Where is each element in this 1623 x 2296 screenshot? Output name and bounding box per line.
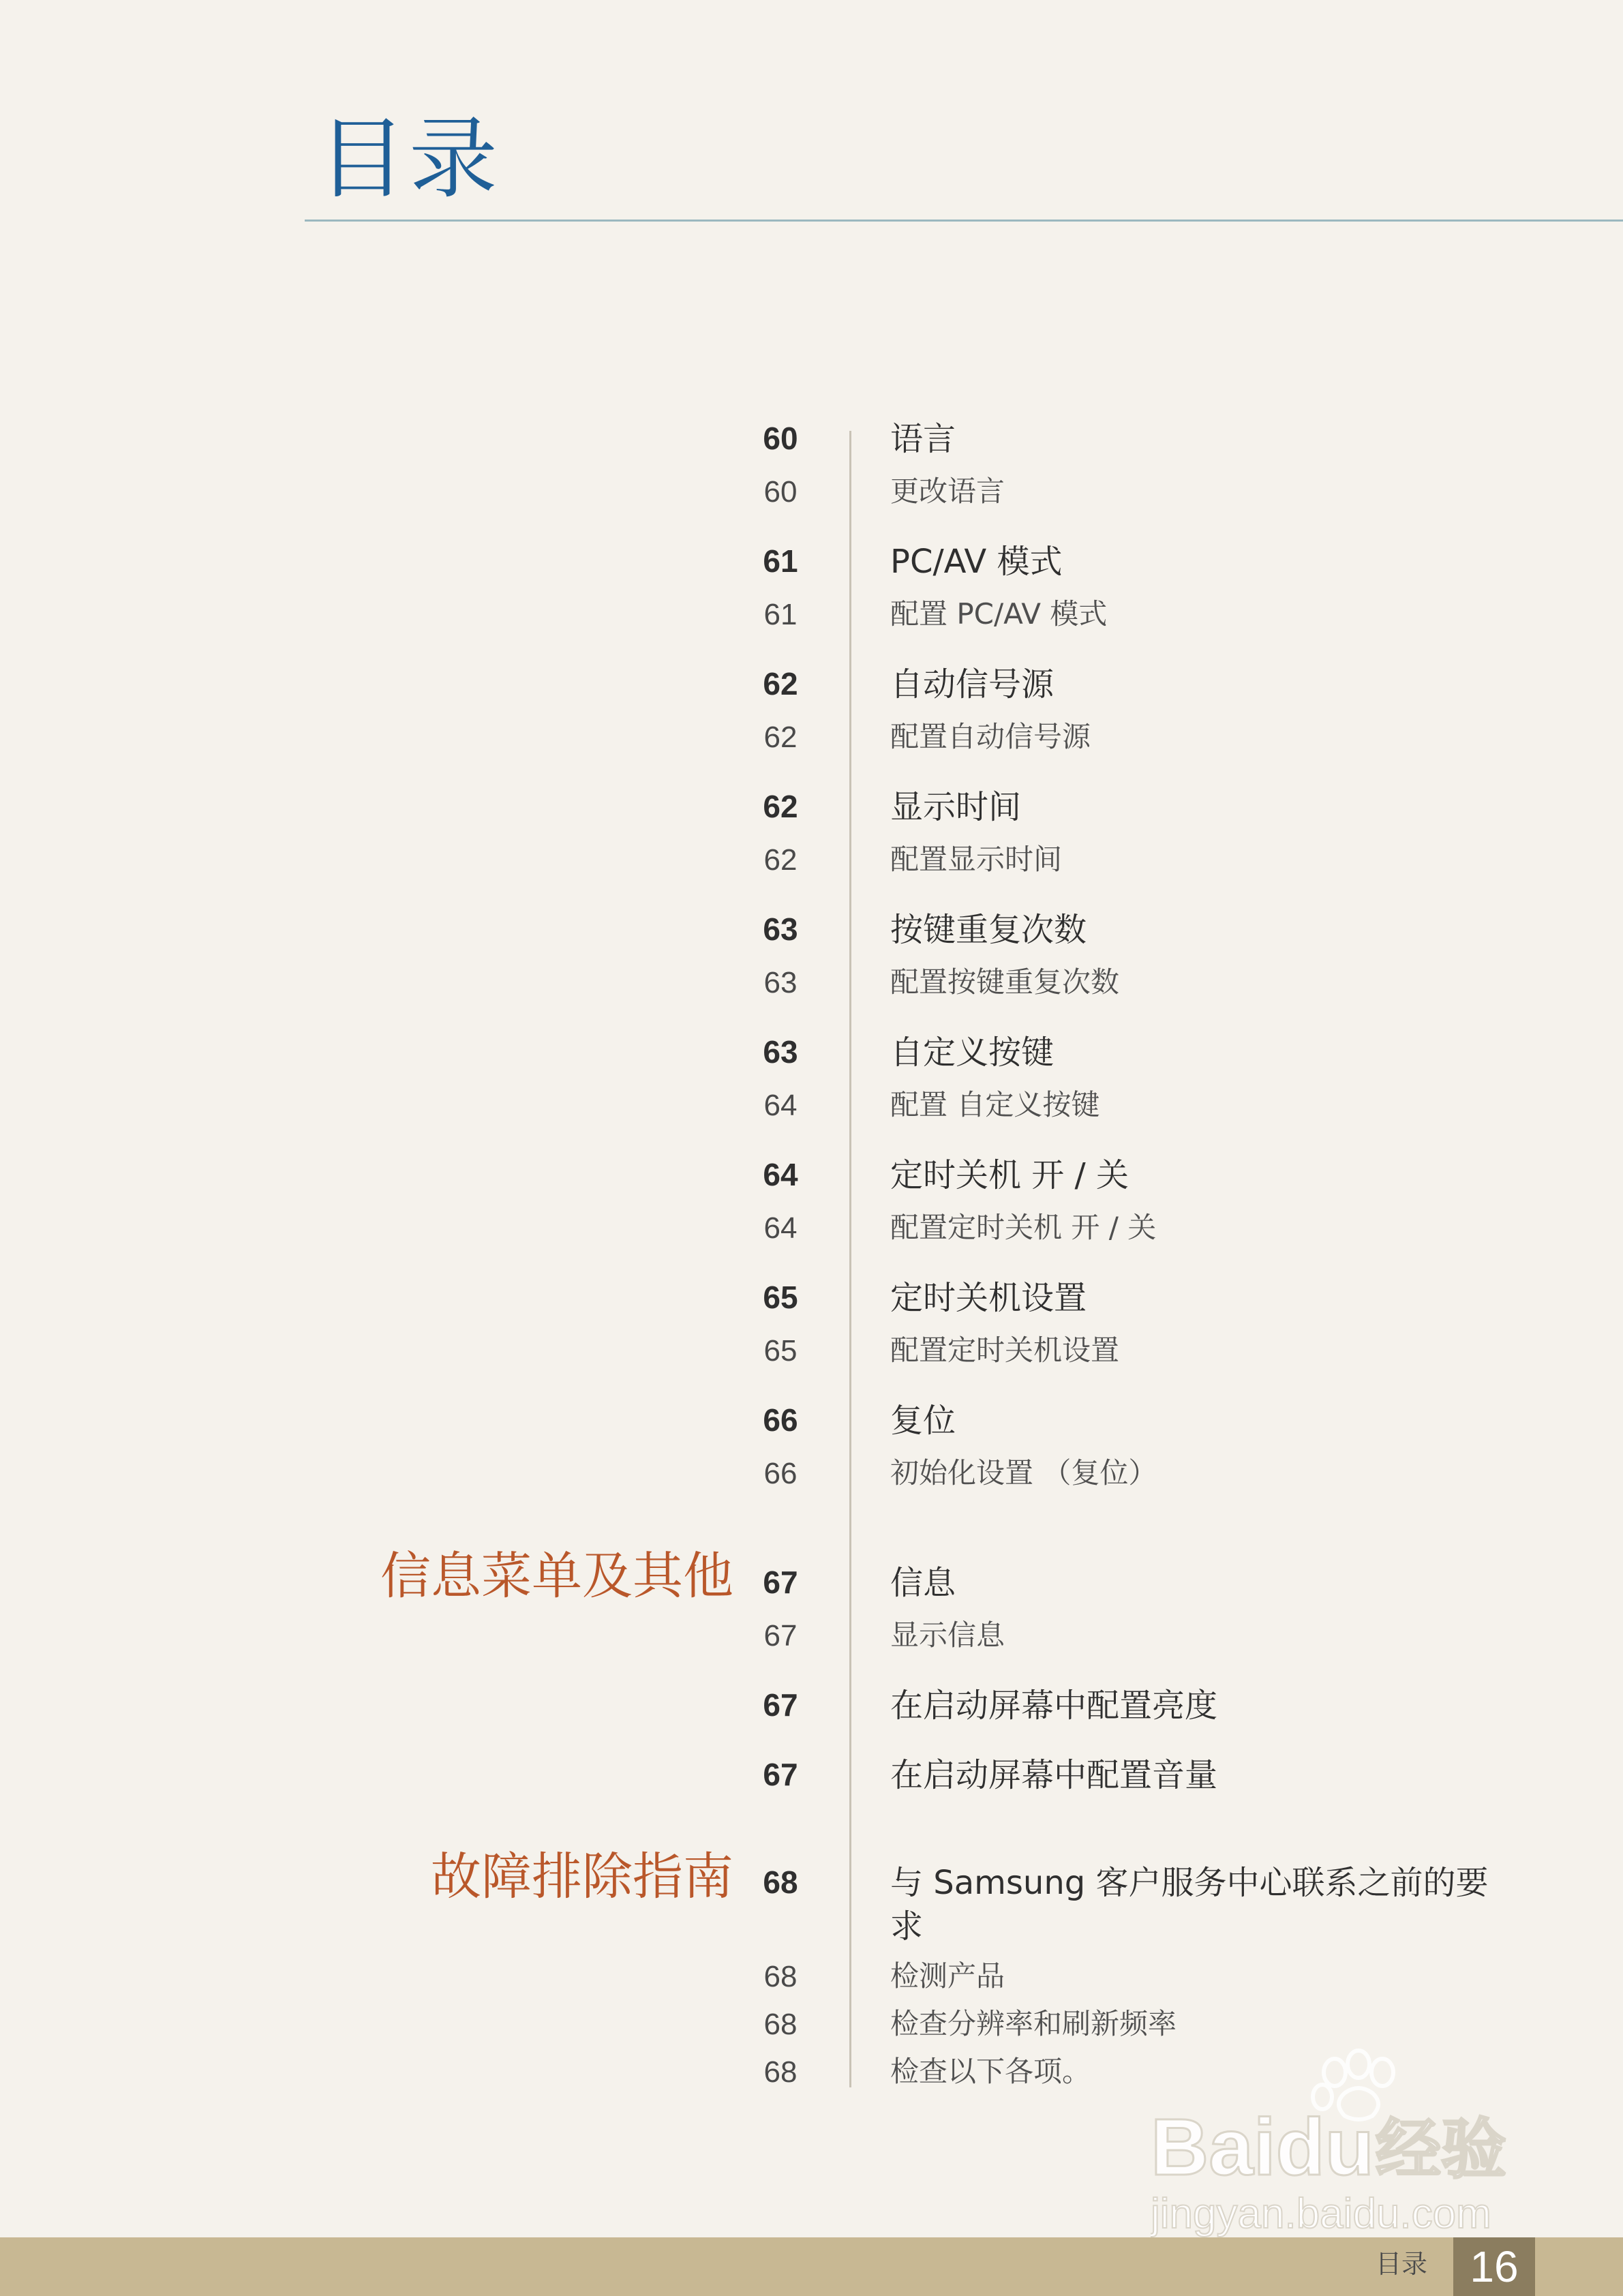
toc-page-number: 60 — [763, 421, 798, 456]
section-heading-info-menu: 信息菜单及其他 — [380, 1547, 733, 1605]
baidu-jingyan-watermark — [1151, 2045, 1532, 2243]
toc-page-number: 62 — [763, 789, 798, 824]
toc-entry-title: 自动信号源 — [890, 665, 1055, 704]
toc-page-number: 62 — [763, 721, 798, 754]
toc-page-number: 62 — [763, 666, 798, 701]
toc-subentry[interactable] — [0, 965, 1623, 1023]
toc-entry-title: 在启动屏幕中配置亮度 — [890, 1687, 1218, 1725]
section-heading-troubleshooting: 故障排除指南 — [431, 1847, 733, 1906]
toc-subentry-title: 初始化设置 （复位） — [890, 1456, 1157, 1490]
toc-entry[interactable] — [0, 1564, 1623, 1621]
toc-page-number: 67 — [763, 1565, 798, 1600]
toc-entry-title: 在启动屏幕中配置音量 — [890, 1756, 1218, 1794]
toc-page-number: 68 — [763, 2008, 798, 2041]
toc-page-number: 60 — [763, 475, 798, 509]
toc-subentry-title: 配置自动信号源 — [890, 720, 1091, 753]
toc-subentry-title: 配置 自定义按键 — [890, 1088, 1100, 1121]
toc-subentry-title: 配置定时关机 开 / 关 — [890, 1211, 1157, 1244]
toc-entry-title: 语言 — [890, 420, 956, 458]
toc-entry-title: 信息 — [890, 1564, 956, 1602]
toc-page-number: 68 — [763, 1864, 798, 1900]
toc-entry-title: 与 Samsung 客户服务中心联系之前的要求 — [890, 1864, 1489, 1946]
toc-page-number: 62 — [763, 843, 798, 877]
toc-subentry[interactable] — [0, 1618, 1623, 1676]
toc-subentry[interactable] — [0, 1213, 1623, 1268]
toc-entry[interactable] — [0, 420, 1623, 477]
toc-page-number: 67 — [763, 1619, 798, 1652]
toc-subentry[interactable] — [0, 720, 1623, 777]
toc-entry[interactable] — [0, 665, 1623, 723]
toc-page-number: 64 — [763, 1157, 798, 1192]
toc-entry[interactable] — [0, 1864, 1623, 1962]
toc-page-number: 63 — [763, 911, 798, 947]
page-title: 目录 — [318, 107, 501, 211]
toc-subentry[interactable] — [0, 1088, 1623, 1145]
toc-subentry[interactable] — [0, 1333, 1623, 1391]
toc-page-number: 63 — [763, 966, 798, 999]
toc-entry-title: 自定义按键 — [890, 1033, 1055, 1072]
toc-subentry-title: 检查以下各项。 — [890, 2055, 1091, 2088]
toc-entry[interactable] — [0, 1404, 1623, 1459]
svg-text:Baidu: Baidu — [1151, 2102, 1374, 2192]
toc-subentry-title: 检查分辨率和刷新频率 — [890, 2007, 1177, 2040]
toc-subentry-title: 更改语言 — [890, 474, 1005, 508]
toc-subentry[interactable] — [0, 474, 1623, 532]
toc-subentry[interactable] — [0, 1456, 1623, 1513]
footer-section-label: 目录 — [1376, 2249, 1428, 2279]
toc-entry[interactable] — [0, 1279, 1623, 1336]
toc-entry-title: PC/AV 模式 — [890, 543, 1063, 581]
toc-page-number: 63 — [763, 1034, 798, 1070]
toc-page-number: 64 — [763, 1089, 798, 1122]
toc-page-number: 67 — [763, 1687, 798, 1723]
toc-entry[interactable] — [0, 1156, 1623, 1213]
toc-subentry-title: 配置显示时间 — [890, 843, 1063, 876]
toc-page-number: 61 — [763, 543, 798, 579]
toc-subentry-title: 配置定时关机设置 — [890, 1333, 1120, 1367]
toc-subentry[interactable] — [0, 845, 1623, 900]
footer-page-number: 16 — [1453, 2237, 1535, 2296]
toc-page-number: 68 — [763, 1960, 798, 1993]
toc-entry-title: 显示时间 — [890, 788, 1022, 826]
toc-page-number: 67 — [763, 1757, 798, 1792]
toc-page-number: 66 — [763, 1457, 798, 1490]
toc-entry-title: 定时关机设置 — [890, 1279, 1087, 1317]
toc-page-number: 64 — [763, 1211, 798, 1245]
toc-entry[interactable] — [0, 1033, 1623, 1091]
toc-page-number: 65 — [763, 1280, 798, 1315]
toc-entry[interactable] — [0, 1756, 1623, 1813]
toc-subentry[interactable] — [0, 597, 1623, 654]
toc-entry[interactable] — [0, 1689, 1623, 1744]
toc-subentry[interactable] — [0, 1959, 1623, 2016]
toc-entry-title: 按键重复次数 — [890, 911, 1087, 949]
svg-text:jingyan.baidu.com: jingyan.baidu.com — [1151, 2190, 1491, 2237]
toc-page-number: 66 — [763, 1402, 798, 1438]
toc-page-number: 68 — [763, 2055, 798, 2089]
toc-subentry-title: 配置 PC/AV 模式 — [890, 597, 1108, 631]
toc-entry-title: 定时关机 开 / 关 — [890, 1156, 1129, 1194]
toc-entry[interactable] — [0, 545, 1623, 600]
toc-entry-title: 复位 — [890, 1402, 956, 1440]
toc-entry[interactable] — [0, 913, 1623, 968]
toc-subentry-title: 配置按键重复次数 — [890, 965, 1120, 999]
toc-page-number: 65 — [763, 1334, 798, 1368]
toc-subentry-title: 检测产品 — [890, 1959, 1005, 1993]
toc-page-number: 61 — [763, 598, 798, 631]
title-divider — [305, 220, 1623, 222]
toc-subentry-title: 显示信息 — [890, 1618, 1005, 1652]
toc-entry[interactable] — [0, 788, 1623, 845]
svg-text:经验: 经验 — [1376, 2111, 1506, 2188]
